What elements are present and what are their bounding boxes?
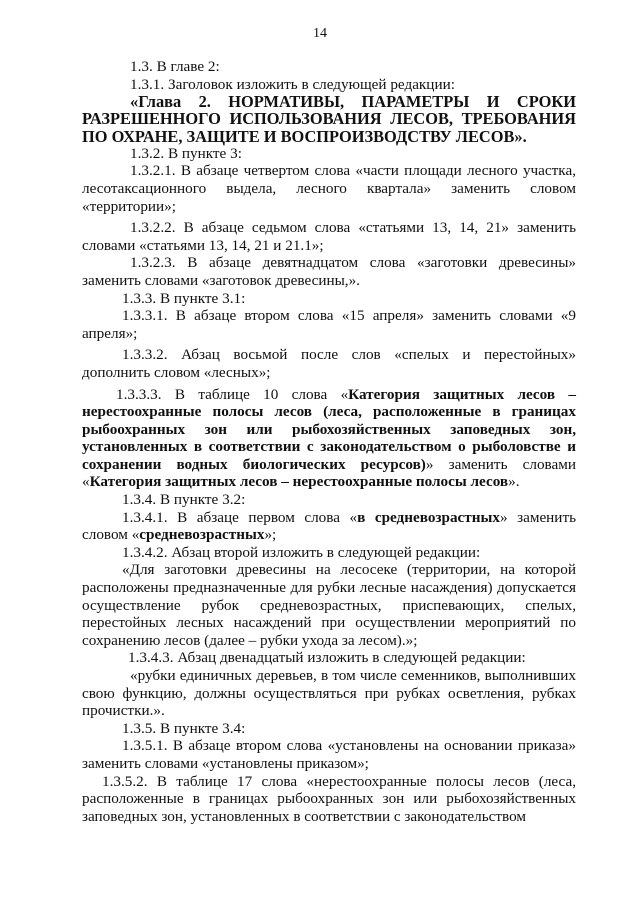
item-1-3-5: 1.3.5. В пункте 3.4:	[122, 719, 246, 737]
item-1-3-2-2: 1.3.2.2. В абзаце седьмом слова «статьями 13, 14, 21» заменить словами «статьями 13, 14, 21 и 21.1»;	[82, 219, 576, 254]
item-1-3-4-2: 1.3.4.2. Абзац второй изложить в следующей редакции:	[122, 543, 481, 561]
item-1-3-3: 1.3.3. В пункте 3.1:	[122, 289, 246, 307]
page-number: 14	[313, 26, 327, 41]
chapter-title: «Глава 2. НОРМАТИВЫ, ПАРАМЕТРЫ И СРОКИ РАЗРЕШЕННОГО ИСПОЛЬЗОВАНИЯ ЛЕСОВ, ТРЕБОВАНИЯ ПО ОХРАНЕ, ЗАЩИТЕ И ВОСПРОИЗВОДСТВУ ЛЕСОВ».	[82, 92, 576, 146]
item-1-3-5-2: 1.3.5.2. В таблице 17 слова «нерестоохранные полосы лесов (леса, расположенные в границах рыбоохранных зон или рыбохозяйственных заповедных зон, установленных в соответствии с законодательством	[82, 772, 576, 825]
item-1-3-3-1: 1.3.3.1. В абзаце втором слова «15 апреля» заменить словами «9 апреля»;	[82, 307, 576, 342]
item-1-3-4-1: 1.3.4.1. В абзаце первом слова «в средневозрастных» заменить словом «средневозрастных»;	[82, 508, 577, 544]
item-1-3-2-3: 1.3.2.3. В абзаце девятнадцатом слова «заготовки древесины» заменить словами «заготовок древесины,».	[82, 254, 576, 289]
item-1-3-4: 1.3.4. В пункте 3.2:	[122, 491, 246, 509]
item-1-3-2-1: 1.3.2.1. В абзаце четвертом слова «части площади лесного участка, лесотаксационного выдела, лесного квартала» заменить словом «территории»;	[82, 162, 576, 215]
item-1-3-5-1: 1.3.5.1. В абзаце втором слова «установлены на основании приказа» заменить словами «установлены приказом»;	[82, 737, 576, 772]
document-body	[82, 58, 576, 825]
item-1-3-3-2: 1.3.3.2. Абзац восьмой после слов «спелых и перестойных» дополнить словом «лесных»;	[82, 346, 576, 381]
item-1-3-3-3: 1.3.3.3. В таблице 10 слова «Категория защитных лесов – нерестоохранные полосы лесов (леса, расположенные в границах рыбоохранных зон или рыбохозяйственных заповедных зон, установленных в соответствии с законодательством о рыболовстве и сохранении водных биологических ресурсов)» заменить словами «Категория защитных лесов – нерестоохранные полосы лесов».	[82, 385, 576, 491]
item-1-3-4-3: 1.3.4.3. Абзац двенадцатый изложить в следующей редакции:	[128, 649, 526, 667]
item-1-3-2: 1.3.2. В пункте 3:	[130, 144, 242, 162]
item-1-3-1: 1.3.1. Заголовок изложить в следующей редакции:	[130, 75, 455, 93]
quoted-paragraph-1: «Для заготовки древесины на лесосеке (территории, на которой расположены предназначенные для рубки лесные насаждения) допускается осуществление рубок средневозрастных, приспевающих, спелых, перестойных лесных насаждений при осуществлении мероприятий по сохранению лесов (далее – рубки ухода за лесом).»;	[82, 561, 576, 649]
section-heading-1-3: 1.3. В главе 2:	[130, 58, 220, 75]
quoted-paragraph-2: «рубки единичных деревьев, в том числе семенников, выполнивших свою функцию, должны осуществляться при рубках осветления, рубках прочистки.».	[82, 667, 576, 720]
